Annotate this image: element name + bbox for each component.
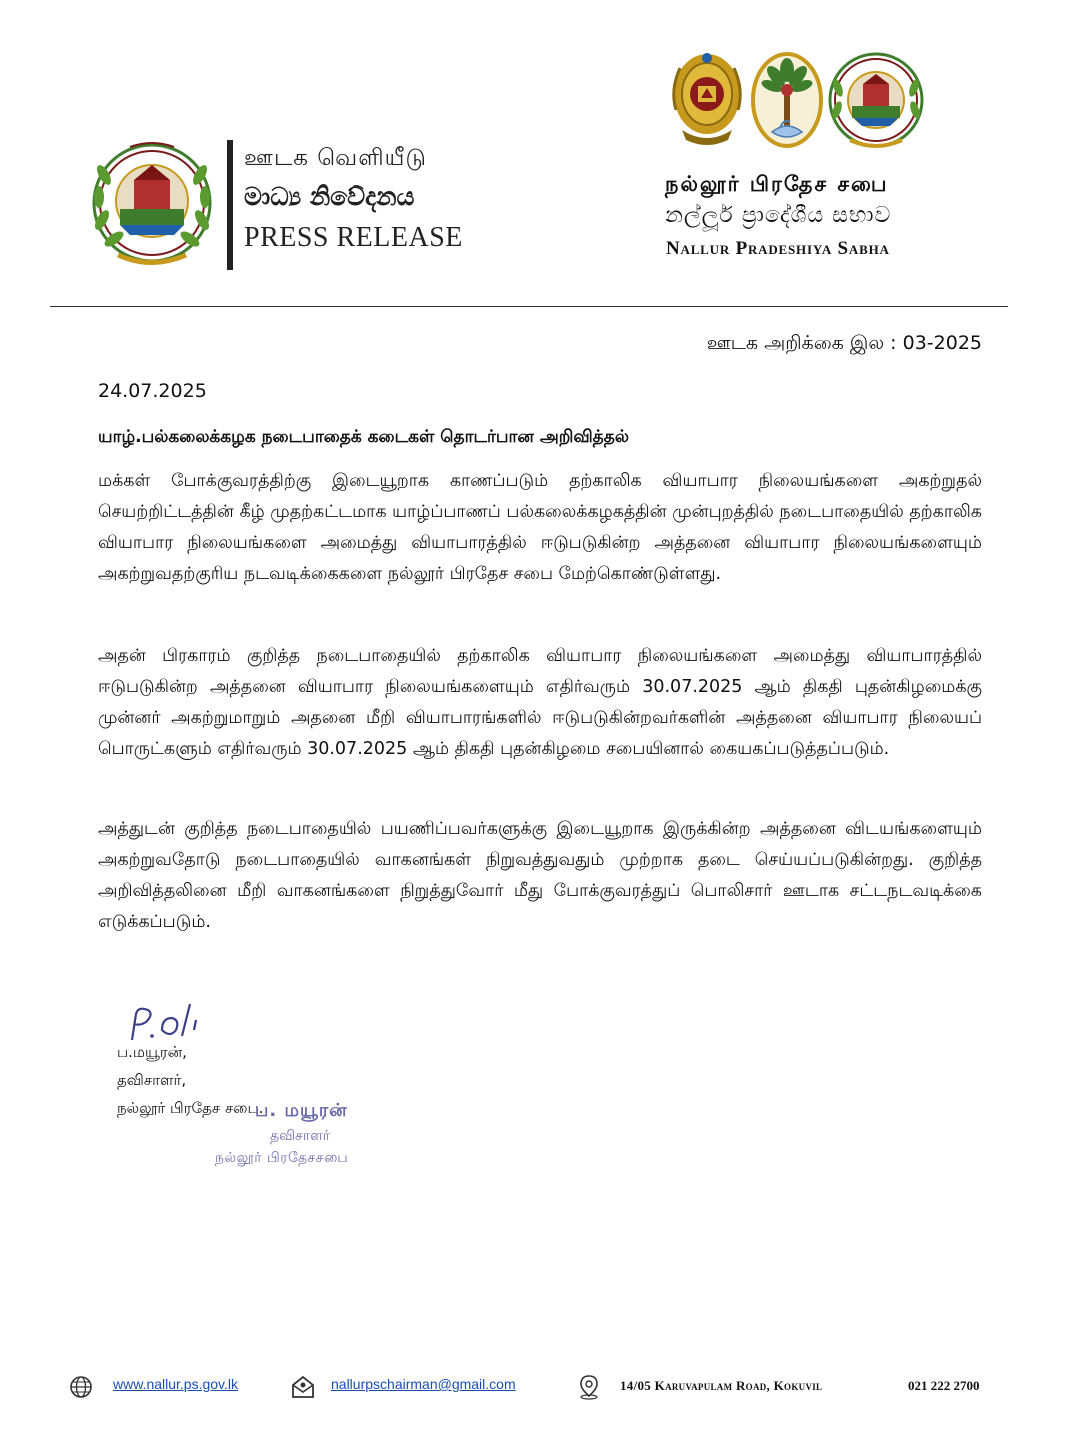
palmyra-tree-emblem-icon (750, 50, 824, 150)
signatory-title: தவிசாளர், (117, 1071, 187, 1089)
media-release-number: ஊடக அறிக்கை இல : 03-2025 (706, 332, 982, 354)
body-paragraph: மக்கள் போக்குவரத்திற்கு இடையூறாக காணப்படும் தற்காலிக வியாபார நிலையங்களை அகற்றுதல் செயற்றிட்டத்தின் கீழ் முதற்கட்டமாக யாழ்ப்பாணப் பல்கலைக்கழகத்தின் முன்புறத்தில் நடைபாதையில் தற்காலிக வியாபார நிலையங்களை அமைத்து வியாபாரத்தில் ஈடுபடுகின்ற அத்தனை வியாபார நிலையங்களையும் அகற்றுவதற்குரிய நடவடிக்கைகளை நல்லூர் பிரதேச சபை மேற்கொண்டுள்ளது. (98, 471, 982, 584)
mail-icon (290, 1374, 316, 1400)
council-name-tamil: நல்லூர் பிரதேச சபை (665, 172, 889, 196)
signatory-office: நல்லூர் பிரதேச சபை. (117, 1099, 264, 1117)
press-release-tamil: ஊடக வெளியீடு (244, 145, 427, 171)
official-stamp (215, 1100, 415, 1170)
email-link[interactable]: nallurpschairman@gmail.com (331, 1376, 516, 1392)
header-divider (227, 140, 233, 270)
website-link[interactable]: www.nallur.ps.gov.lk (113, 1376, 239, 1392)
office-address: 14/05 Karuvapulam Road, Kokuvil (620, 1378, 823, 1393)
release-subject: யாழ்.பல்கலைக்கழக நடைபாதைக் கடைகள் தொடர்பான அறிவித்தல் (98, 427, 629, 447)
stamp-name: ப. மயூரன் (255, 1100, 348, 1121)
press-release-english: PRESS RELEASE (244, 222, 463, 253)
header-rule (50, 306, 1008, 307)
office-phone: 021 222 2700 (908, 1378, 980, 1393)
council-name-sinhala: නල්ලූර් ප්‍රාදේශීය සභාව (665, 203, 892, 228)
globe-icon (68, 1374, 94, 1400)
nallur-council-seal-icon (90, 135, 215, 275)
council-name-english: Nallur Pradeshiya Sabha (666, 238, 890, 259)
body-paragraph: அதன் பிரகாரம் குறித்த நடைபாதையில் தற்காலிக வியாபார நிலையங்களை அமைத்து வியாபாரத்தில் ஈடுபடுகின்ற அத்தனை வியாபார நிலையங்களையும் எதிர்வரும் 30.07.2025 ஆம் திகதி புதன்கிழமைக்கு முன்னர் அகற்றுமாறும் அதனை மீறி வியாபாரங்களில் ஈடுபடுகின்றவர்களின் அத்தனை வியாபார நிலையப் பொருட்களும் எதிர்வரும் 30.07.2025 ஆம் திகதி புதன்கிழமை சபையினால் கையகப்படுத்தப்படும். (98, 646, 982, 759)
location-icon (576, 1374, 602, 1400)
signatory-name: ப.மயூரன், (117, 1043, 187, 1061)
stamp-office: நல்லூர் பிரதேசசபை (215, 1150, 349, 1166)
nallur-council-seal-icon (828, 50, 924, 150)
stamp-title: தவிசாளர் (270, 1128, 331, 1144)
body-paragraph: அத்துடன் குறித்த நடைபாதையில் பயணிப்பவர்களுக்கு இடையூறாக இருக்கின்ற அத்தனை விடயங்களையும் அகற்றுவதோடு நடைபாதையில் வாகனங்கள் நிறுவத்துவதும் முற்றாக தடை செய்யப்படுகின்றது. குறித்த அறிவித்தலினை மீறி வாகனங்களை நிறுத்துவோர் மீது போக்குவரத்துப் பொலிசார் ஊடாக சட்டநடவடிக்கை எடுக்கப்படும். (98, 819, 982, 932)
release-date: 24.07.2025 (98, 380, 207, 402)
sri-lanka-emblem-icon (668, 50, 746, 150)
handwritten-signature (122, 1000, 217, 1048)
press-release-sinhala: මාධ්‍ය නිවේදනය (244, 182, 415, 211)
